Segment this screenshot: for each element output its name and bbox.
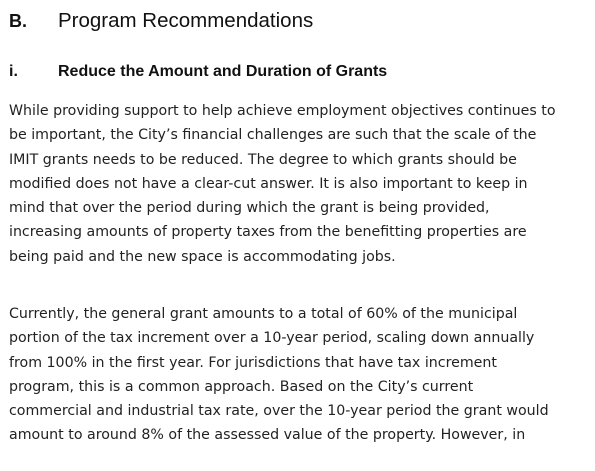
section-heading — [9, 7, 313, 35]
paragraph-line: be important, the City’s financial challenges are such that the scale of the — [9, 127, 537, 144]
paragraph-line: IMIT grants needs to be reduced. The degree to which grants should be — [9, 151, 517, 168]
paragraph-line: amount to around 8% of the assessed value of the property. However, in — [9, 427, 526, 444]
paragraph-line: from 100% in the first year. For jurisdictions that have tax increment — [9, 354, 497, 371]
paragraph-line: Currently, the general grant amounts to a total of 60% of the municipal — [9, 306, 518, 322]
paragraph-2 — [9, 302, 549, 448]
paragraph-line: portion of the tax increment over a 10-year period, scaling down annually — [9, 330, 535, 347]
paragraph-line: increasing amounts of property taxes from the benefitting properties are — [9, 224, 527, 241]
paragraph-line: being paid and the new space is accommodating jobs. — [9, 248, 396, 265]
paragraph-line: modified does not have a clear-cut answer. It is also important to keep in — [9, 175, 528, 192]
section-letter: B. — [9, 11, 27, 31]
paragraph-line: mind that over the period during which the grant is being provided, — [9, 200, 490, 217]
subsection-numeral: i. — [9, 63, 18, 80]
subsection-title: Reduce the Amount and Duration of Grants — [58, 63, 388, 80]
section-title: Program Recommendations — [58, 9, 314, 32]
paragraph-line: program, this is a common approach. Based on the City’s current — [9, 378, 474, 395]
paragraph-1 — [9, 99, 556, 269]
subsection-heading — [9, 61, 387, 83]
paragraph-line: commercial and industrial tax rate, over the 10-year period the grant would — [9, 403, 549, 420]
paragraph-line: While providing support to help achieve employment objectives continues to — [9, 103, 556, 119]
